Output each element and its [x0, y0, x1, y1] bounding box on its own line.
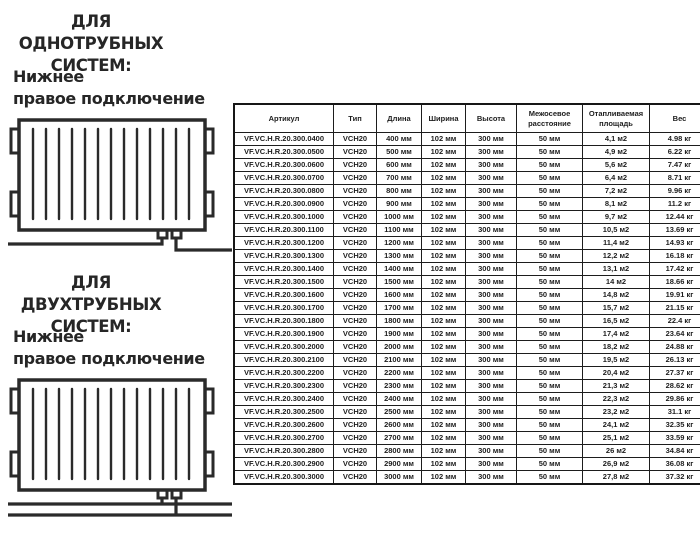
table-cell: 300 мм — [466, 458, 517, 471]
table-cell: 17.42 кг — [650, 263, 700, 276]
table-row — [234, 289, 700, 302]
table-cell: 102 мм — [422, 263, 466, 276]
table-cell: 300 мм — [466, 393, 517, 406]
table-row — [234, 198, 700, 211]
table-cell: 300 мм — [466, 302, 517, 315]
table-cell: 300 мм — [466, 263, 517, 276]
table-cell: 102 мм — [422, 380, 466, 393]
table-cell: 300 мм — [466, 237, 517, 250]
table-cell: 50 мм — [517, 341, 583, 354]
table-cell: 300 мм — [466, 406, 517, 419]
table-cell: 102 мм — [422, 458, 466, 471]
connection-label-line1: Нижнее — [13, 327, 84, 346]
connection-label-line1: Нижнее — [13, 67, 84, 86]
table-cell: 102 мм — [422, 133, 466, 146]
table-cell: 102 мм — [422, 419, 466, 432]
column-header: Отапливаемая площадь — [583, 104, 650, 133]
table-cell: 300 мм — [466, 419, 517, 432]
table-cell: 102 мм — [422, 172, 466, 185]
table-cell: 27,8 м2 — [583, 471, 650, 485]
table-cell: 2300 мм — [377, 380, 422, 393]
table-cell: 1600 мм — [377, 289, 422, 302]
table-cell: 50 мм — [517, 133, 583, 146]
table-cell: VCH20 — [334, 328, 377, 341]
table-cell: VCH20 — [334, 172, 377, 185]
table-row — [234, 172, 700, 185]
column-header: Длина — [377, 104, 422, 133]
table-row — [234, 471, 700, 485]
table-cell: 28.62 кг — [650, 380, 700, 393]
table-cell: VF.VC.H.R.20.300.1000 — [234, 211, 334, 224]
table-cell: VF.VC.H.R.20.300.3000 — [234, 471, 334, 485]
table-cell: 2400 мм — [377, 393, 422, 406]
table-cell: 900 мм — [377, 198, 422, 211]
table-cell: 6.22 кг — [650, 146, 700, 159]
table-cell: 50 мм — [517, 380, 583, 393]
table-cell: 7.47 кг — [650, 159, 700, 172]
table-cell: VCH20 — [334, 211, 377, 224]
table-cell: 2100 мм — [377, 354, 422, 367]
table-cell: VF.VC.H.R.20.300.2000 — [234, 341, 334, 354]
table-cell: 300 мм — [466, 432, 517, 445]
table-row — [234, 159, 700, 172]
table-cell: 300 мм — [466, 211, 517, 224]
table-cell: 2000 мм — [377, 341, 422, 354]
table-cell: 102 мм — [422, 328, 466, 341]
table-cell: 600 мм — [377, 159, 422, 172]
table-cell: 5,6 м2 — [583, 159, 650, 172]
table-cell: VF.VC.H.R.20.300.0700 — [234, 172, 334, 185]
table-cell: 102 мм — [422, 406, 466, 419]
table-cell: 21,3 м2 — [583, 380, 650, 393]
table-cell: 50 мм — [517, 185, 583, 198]
table-cell: 14.93 кг — [650, 237, 700, 250]
table-cell: VF.VC.H.R.20.300.2600 — [234, 419, 334, 432]
radiator-diagram-two-pipe — [6, 374, 234, 522]
table-cell: 300 мм — [466, 315, 517, 328]
table-cell: VCH20 — [334, 341, 377, 354]
table-cell: 102 мм — [422, 302, 466, 315]
table-cell: VCH20 — [334, 471, 377, 485]
table-cell: 50 мм — [517, 315, 583, 328]
table-cell: 18.66 кг — [650, 276, 700, 289]
table-row — [234, 237, 700, 250]
table-cell: 300 мм — [466, 328, 517, 341]
table-cell: VCH20 — [334, 133, 377, 146]
table-cell: 50 мм — [517, 224, 583, 237]
double-pipe-connection-label — [13, 326, 223, 370]
table-cell: 1500 мм — [377, 276, 422, 289]
table-cell: 23.64 кг — [650, 328, 700, 341]
radiator-spec-table — [233, 103, 700, 485]
table-cell: VF.VC.H.R.20.300.2500 — [234, 406, 334, 419]
table-cell: 102 мм — [422, 250, 466, 263]
table-cell: 11,4 м2 — [583, 237, 650, 250]
table-cell: VCH20 — [334, 406, 377, 419]
table-cell: 102 мм — [422, 146, 466, 159]
table-cell: 300 мм — [466, 471, 517, 485]
table-cell: 34.84 кг — [650, 445, 700, 458]
table-cell: 18,2 м2 — [583, 341, 650, 354]
column-header: Межосевое расстояние — [517, 104, 583, 133]
table-cell: VF.VC.H.R.20.300.2700 — [234, 432, 334, 445]
table-cell: 102 мм — [422, 341, 466, 354]
table-row — [234, 263, 700, 276]
table-cell: 32.35 кг — [650, 419, 700, 432]
table-cell: VCH20 — [334, 250, 377, 263]
table-row — [234, 432, 700, 445]
table-cell: 300 мм — [466, 341, 517, 354]
table-cell: 102 мм — [422, 471, 466, 485]
table-cell: VF.VC.H.R.20.300.2100 — [234, 354, 334, 367]
table-cell: 300 мм — [466, 276, 517, 289]
table-cell: 50 мм — [517, 432, 583, 445]
table-cell: 11.2 кг — [650, 198, 700, 211]
table-cell: 21.15 кг — [650, 302, 700, 315]
table-cell: 50 мм — [517, 172, 583, 185]
table-cell: VCH20 — [334, 302, 377, 315]
table-cell: 36.08 кг — [650, 458, 700, 471]
table-cell: VCH20 — [334, 159, 377, 172]
table-cell: 2600 мм — [377, 419, 422, 432]
table-cell: VF.VC.H.R.20.300.0800 — [234, 185, 334, 198]
table-cell: 102 мм — [422, 393, 466, 406]
table-row — [234, 393, 700, 406]
table-row — [234, 406, 700, 419]
table-cell: 102 мм — [422, 315, 466, 328]
table-cell: 300 мм — [466, 445, 517, 458]
table-cell: 102 мм — [422, 159, 466, 172]
table-cell: 50 мм — [517, 471, 583, 485]
table-cell: 50 мм — [517, 367, 583, 380]
table-cell: 50 мм — [517, 406, 583, 419]
table-cell: 102 мм — [422, 237, 466, 250]
table-cell: 800 мм — [377, 185, 422, 198]
table-cell: VCH20 — [334, 185, 377, 198]
table-cell: 50 мм — [517, 263, 583, 276]
table-cell: 50 мм — [517, 250, 583, 263]
table-cell: VF.VC.H.R.20.300.2200 — [234, 367, 334, 380]
table-cell: VF.VC.H.R.20.300.1200 — [234, 237, 334, 250]
table-cell: 102 мм — [422, 367, 466, 380]
table-row — [234, 276, 700, 289]
table-cell: VF.VC.H.R.20.300.2800 — [234, 445, 334, 458]
table-cell: 300 мм — [466, 224, 517, 237]
table-cell: VF.VC.H.R.20.300.1700 — [234, 302, 334, 315]
table-cell: 300 мм — [466, 146, 517, 159]
table-row — [234, 380, 700, 393]
table-cell: 50 мм — [517, 458, 583, 471]
table-cell: 700 мм — [377, 172, 422, 185]
table-cell: 31.1 кг — [650, 406, 700, 419]
table-cell: 22,3 м2 — [583, 393, 650, 406]
table-cell: 13.69 кг — [650, 224, 700, 237]
table-cell: 26,9 м2 — [583, 458, 650, 471]
table-row — [234, 341, 700, 354]
double-pipe-heading-line1: ДЛЯ ДВУХТРУБНЫХ — [20, 273, 162, 314]
table-cell: 2500 мм — [377, 406, 422, 419]
table-cell: 1400 мм — [377, 263, 422, 276]
table-row — [234, 367, 700, 380]
table-cell: 300 мм — [466, 198, 517, 211]
table-cell: VF.VC.H.R.20.300.0900 — [234, 198, 334, 211]
table-row — [234, 445, 700, 458]
table-cell: 50 мм — [517, 289, 583, 302]
table-cell: 500 мм — [377, 146, 422, 159]
table-cell: 4,9 м2 — [583, 146, 650, 159]
column-header: Артикул — [234, 104, 334, 133]
table-cell: VF.VC.H.R.20.300.2900 — [234, 458, 334, 471]
table-cell: 50 мм — [517, 237, 583, 250]
table-cell: VCH20 — [334, 445, 377, 458]
double-pipe-heading-line2: СИСТЕМ: — [50, 316, 132, 336]
table-cell: 16.18 кг — [650, 250, 700, 263]
table-cell: 14 м2 — [583, 276, 650, 289]
column-header: Тип — [334, 104, 377, 133]
table-cell: VCH20 — [334, 224, 377, 237]
single-pipe-heading-line2: СИСТЕМ: — [50, 55, 132, 75]
table-cell: 1900 мм — [377, 328, 422, 341]
table-cell: VF.VC.H.R.20.300.1600 — [234, 289, 334, 302]
table-cell: 102 мм — [422, 432, 466, 445]
table-cell: 300 мм — [466, 172, 517, 185]
table-cell: 22.4 кг — [650, 315, 700, 328]
table-cell: 300 мм — [466, 159, 517, 172]
spec-table-container — [233, 103, 699, 485]
table-cell: 300 мм — [466, 133, 517, 146]
table-cell: 12.44 кг — [650, 211, 700, 224]
table-cell: VF.VC.H.R.20.300.1100 — [234, 224, 334, 237]
table-cell: 3000 мм — [377, 471, 422, 485]
table-cell: VF.VC.H.R.20.300.1400 — [234, 263, 334, 276]
table-cell: 19,5 м2 — [583, 354, 650, 367]
table-row — [234, 328, 700, 341]
table-cell: VCH20 — [334, 432, 377, 445]
header-row — [234, 104, 700, 133]
table-cell: 26 м2 — [583, 445, 650, 458]
table-cell: 2200 мм — [377, 367, 422, 380]
table-cell: 9.96 кг — [650, 185, 700, 198]
table-cell: 300 мм — [466, 250, 517, 263]
table-cell: VF.VC.H.R.20.300.1300 — [234, 250, 334, 263]
left-panel — [0, 0, 232, 535]
table-cell: 1200 мм — [377, 237, 422, 250]
table-cell: 15,7 м2 — [583, 302, 650, 315]
table-cell: VF.VC.H.R.20.300.1500 — [234, 276, 334, 289]
table-cell: VCH20 — [334, 198, 377, 211]
table-cell: 50 мм — [517, 211, 583, 224]
table-cell: 102 мм — [422, 185, 466, 198]
table-cell: 50 мм — [517, 445, 583, 458]
table-cell: VCH20 — [334, 263, 377, 276]
table-cell: 300 мм — [466, 185, 517, 198]
table-row — [234, 133, 700, 146]
table-cell: VCH20 — [334, 354, 377, 367]
table-cell: 25,1 м2 — [583, 432, 650, 445]
table-cell: 102 мм — [422, 198, 466, 211]
table-cell: 24,1 м2 — [583, 419, 650, 432]
table-row — [234, 302, 700, 315]
table-cell: 37.32 кг — [650, 471, 700, 485]
table-cell: 1700 мм — [377, 302, 422, 315]
spec-table-head — [234, 104, 700, 133]
table-cell: 50 мм — [517, 393, 583, 406]
table-cell: 24.88 кг — [650, 341, 700, 354]
table-cell: VF.VC.H.R.20.300.0600 — [234, 159, 334, 172]
table-row — [234, 354, 700, 367]
table-cell: 300 мм — [466, 354, 517, 367]
table-cell: 300 мм — [466, 289, 517, 302]
column-header: Вес — [650, 104, 700, 133]
table-cell: VCH20 — [334, 289, 377, 302]
table-cell: 50 мм — [517, 302, 583, 315]
table-cell: 2800 мм — [377, 445, 422, 458]
table-cell: 1100 мм — [377, 224, 422, 237]
table-cell: 13,1 м2 — [583, 263, 650, 276]
table-cell: 8.71 кг — [650, 172, 700, 185]
table-cell: 4.98 кг — [650, 133, 700, 146]
table-cell: VCH20 — [334, 276, 377, 289]
table-cell: VCH20 — [334, 146, 377, 159]
table-cell: 50 мм — [517, 276, 583, 289]
table-cell: 300 мм — [466, 380, 517, 393]
table-cell: 26.13 кг — [650, 354, 700, 367]
table-cell: 10,5 м2 — [583, 224, 650, 237]
table-cell: 102 мм — [422, 289, 466, 302]
table-cell: 2700 мм — [377, 432, 422, 445]
table-cell: VCH20 — [334, 458, 377, 471]
table-cell: 4,1 м2 — [583, 133, 650, 146]
table-cell: 2900 мм — [377, 458, 422, 471]
table-cell: 16,5 м2 — [583, 315, 650, 328]
table-cell: 9,7 м2 — [583, 211, 650, 224]
table-row — [234, 211, 700, 224]
table-row — [234, 146, 700, 159]
table-cell: 102 мм — [422, 354, 466, 367]
table-cell: VCH20 — [334, 315, 377, 328]
table-row — [234, 224, 700, 237]
table-cell: 20,4 м2 — [583, 367, 650, 380]
connection-label-line2: правое подключение — [13, 89, 205, 109]
table-cell: VF.VC.H.R.20.300.2300 — [234, 380, 334, 393]
table-cell: VF.VC.H.R.20.300.0400 — [234, 133, 334, 146]
table-cell: 27.37 кг — [650, 367, 700, 380]
radiator-diagram-single-pipe — [6, 114, 234, 254]
table-row — [234, 419, 700, 432]
table-cell: 102 мм — [422, 211, 466, 224]
column-header: Ширина — [422, 104, 466, 133]
table-cell: VCH20 — [334, 380, 377, 393]
table-cell: VCH20 — [334, 393, 377, 406]
table-cell: VF.VC.H.R.20.300.1900 — [234, 328, 334, 341]
table-cell: 50 мм — [517, 328, 583, 341]
table-cell: 400 мм — [377, 133, 422, 146]
connection-label-line2: правое подключение — [13, 349, 205, 369]
single-pipe-connection-label — [13, 66, 223, 110]
table-cell: VF.VC.H.R.20.300.2400 — [234, 393, 334, 406]
table-cell: 50 мм — [517, 146, 583, 159]
table-cell: 102 мм — [422, 276, 466, 289]
table-cell: VF.VC.H.R.20.300.0500 — [234, 146, 334, 159]
table-cell: 102 мм — [422, 224, 466, 237]
table-cell: 50 мм — [517, 354, 583, 367]
column-header: Высота — [466, 104, 517, 133]
table-cell: 50 мм — [517, 198, 583, 211]
table-cell: 50 мм — [517, 419, 583, 432]
table-cell: 6,4 м2 — [583, 172, 650, 185]
table-cell: 8,1 м2 — [583, 198, 650, 211]
table-cell: 102 мм — [422, 445, 466, 458]
table-cell: 50 мм — [517, 159, 583, 172]
table-cell: VCH20 — [334, 419, 377, 432]
table-cell: 1300 мм — [377, 250, 422, 263]
table-cell: 19.91 кг — [650, 289, 700, 302]
table-row — [234, 315, 700, 328]
table-cell: 23,2 м2 — [583, 406, 650, 419]
table-cell: 12,2 м2 — [583, 250, 650, 263]
table-cell: 17,4 м2 — [583, 328, 650, 341]
spec-table-body — [234, 133, 700, 485]
table-cell: 300 мм — [466, 367, 517, 380]
table-cell: 29.86 кг — [650, 393, 700, 406]
table-cell: VF.VC.H.R.20.300.1800 — [234, 315, 334, 328]
table-cell: 14,8 м2 — [583, 289, 650, 302]
table-row — [234, 250, 700, 263]
table-cell: 1800 мм — [377, 315, 422, 328]
table-row — [234, 185, 700, 198]
table-cell: 7,2 м2 — [583, 185, 650, 198]
table-cell: 33.59 кг — [650, 432, 700, 445]
table-cell: 1000 мм — [377, 211, 422, 224]
single-pipe-heading-line1: ДЛЯ ОДНОТРУБНЫХ — [18, 12, 164, 53]
table-cell: VCH20 — [334, 367, 377, 380]
table-row — [234, 458, 700, 471]
table-cell: VCH20 — [334, 237, 377, 250]
